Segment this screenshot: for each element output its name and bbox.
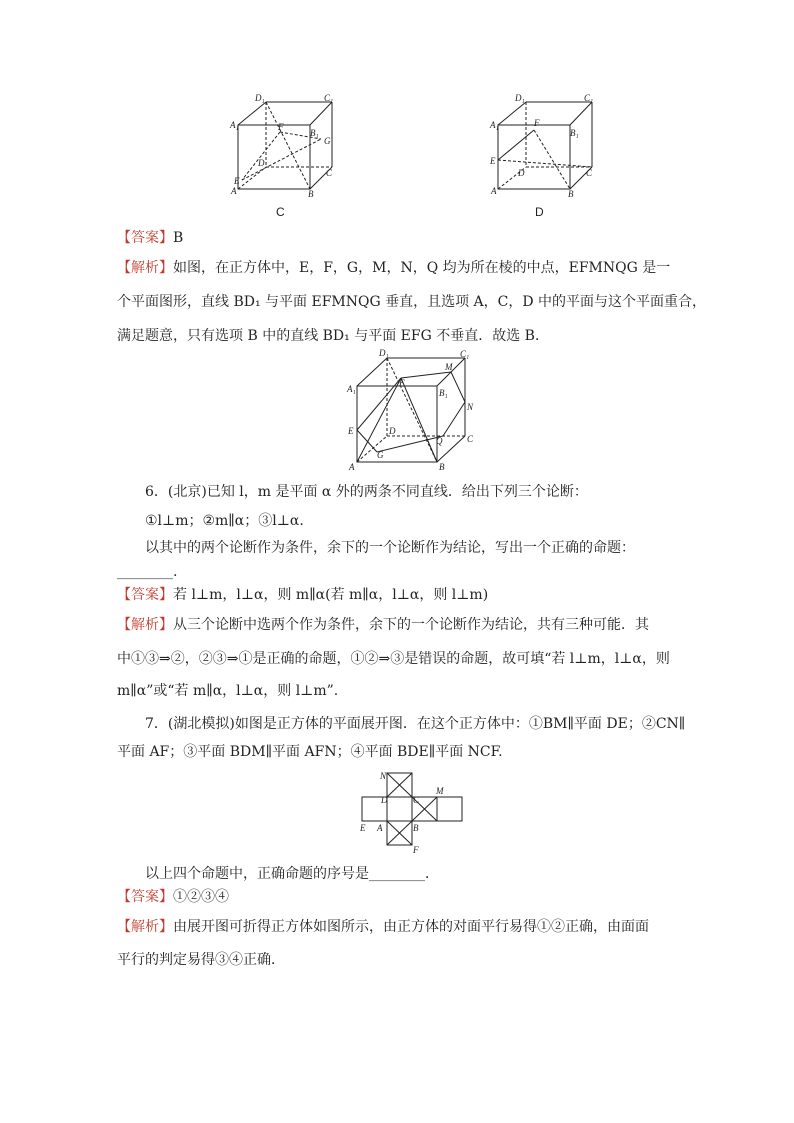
svg-text:N: N [380,771,387,781]
svg-text:D: D [389,426,396,436]
svg-text:C: C [413,795,420,805]
q6-stem-2: ①l⊥m；②m∥α；③l⊥α. [145,513,304,529]
svg-text:B: B [568,189,574,199]
analysis-text: 由展开图可折得正方体如图所示，由正方体的对面平行易得①②正确，由面面 [173,919,649,935]
svg-text:F: F [413,845,419,855]
svg-text:D₁: D₁ [515,93,525,103]
q7-stem-3: 以上四个命题中，正确命题的序号是________． [145,866,439,882]
analysis-tag: 【解析】 [117,919,173,935]
q7-stem-1: 7．(湖北模拟)如图是正方体的平面展开图．在这个正方体中：①BM∥平面 DE；②CN∥ [145,716,686,732]
q6-answer [117,585,488,605]
q5-analysis-1 [117,258,670,278]
svg-text:C: C [467,434,474,444]
svg-text:D: D [258,158,265,168]
caption-c: C [276,205,285,219]
svg-text:B₁: B₁ [310,128,319,138]
svg-text:B: B [439,462,445,470]
svg-text:D₁: D₁ [255,93,265,103]
svg-text:M: M [436,786,444,796]
svg-text:E: E [348,426,354,436]
analysis-tag: 【解析】 [117,617,173,633]
svg-text:E: E [360,823,366,833]
q6-analysis-2: 中①③⇒②，②③⇒①是正确的命题，①②⇒③是错误的命题，故可填“若 l⊥m，l⊥α，则 [117,651,670,667]
cube-net-figure [356,770,468,856]
q6-stem-4: ________. [117,564,178,580]
analysis-text: 从三个论断中选两个作为条件，余下的一个论断作为结论，共有三种可能．其 [173,617,649,633]
svg-text:A₁: A₁ [230,120,239,130]
svg-text:C₁: C₁ [584,93,594,103]
svg-text:A: A [377,823,383,833]
svg-text:G: G [324,136,331,146]
q5-analysis-3: 满足题意，只有选项 B 中的直线 BD₁ 与平面 EFG 不垂直．故选 B． [117,328,549,344]
analysis-tag: 【解析】 [117,260,173,276]
svg-text:C: C [586,168,593,178]
answer-text: ①②③④ [173,889,229,905]
svg-text:F: F [399,378,405,388]
svg-text:C: C [326,168,333,178]
q5-answer [117,228,183,248]
q7-analysis-2: 平行的判定易得③④正确． [117,952,285,968]
svg-text:B₁: B₁ [439,388,448,398]
answer-tag: 【答案】 [117,889,173,905]
svg-text:M: M [445,362,453,372]
analysis-text: 如图，在正方体中，E，F，G，M，N，Q 均为所在棱的中点，EFMNQG 是一 [173,260,671,276]
cube-figure-d [488,92,598,200]
q7-analysis-1 [117,917,649,937]
answer-text: B [173,230,184,246]
q7-stem-2: 平面 AF；③平面 BDM∥平面 AFN；④平面 BDE∥平面 NCF. [117,744,503,760]
answer-tag: 【答案】 [117,587,173,603]
svg-text:Q: Q [436,436,443,446]
q6-stem-3: 以其中的两个论断作为条件，余下的一个论断作为结论，写出一个正确的命题： [145,540,635,556]
answer-text: 若 l⊥m，l⊥α，则 m∥α(若 m∥α，l⊥α，则 l⊥m) [173,587,489,603]
svg-text:D₁: D₁ [379,348,389,358]
q7-answer [117,887,229,907]
svg-text:F: F [278,122,284,132]
q5-analysis-2: 个平面图形，直线 BD₁ 与平面 EFMNQG 垂直，且选项 A，C，D 中的平面与这个平面重合， [117,294,707,310]
svg-text:C₁: C₁ [324,93,334,103]
svg-text:F: F [534,118,540,128]
svg-text:D: D [381,795,388,805]
q6-stem-1: 6．(北京)已知 l，m 是平面 α 外的两条不同直线．给出下列三个论断： [145,484,588,500]
svg-text:C₁: C₁ [460,349,470,359]
svg-text:A₁: A₁ [490,120,499,130]
q6-analysis-1 [117,615,649,635]
caption-d: D [535,205,544,219]
svg-text:E: E [234,176,240,186]
svg-text:B: B [308,189,314,199]
svg-text:N: N [467,402,474,412]
q6-analysis-3: m∥α”或“若 m∥α，l⊥α，则 l⊥m”. [117,683,339,699]
svg-text:B₁: B₁ [570,128,579,138]
svg-text:A: A [491,186,497,196]
cube-figure-analysis [343,348,478,470]
svg-text:B: B [413,823,419,833]
svg-text:D: D [518,168,525,178]
svg-text:G: G [377,450,384,460]
cube-figure-c [228,92,338,200]
svg-text:E: E [490,156,496,166]
svg-text:A: A [231,186,237,196]
svg-text:A: A [349,462,355,470]
answer-tag: 【答案】 [117,230,173,246]
svg-text:A₁: A₁ [347,384,356,394]
